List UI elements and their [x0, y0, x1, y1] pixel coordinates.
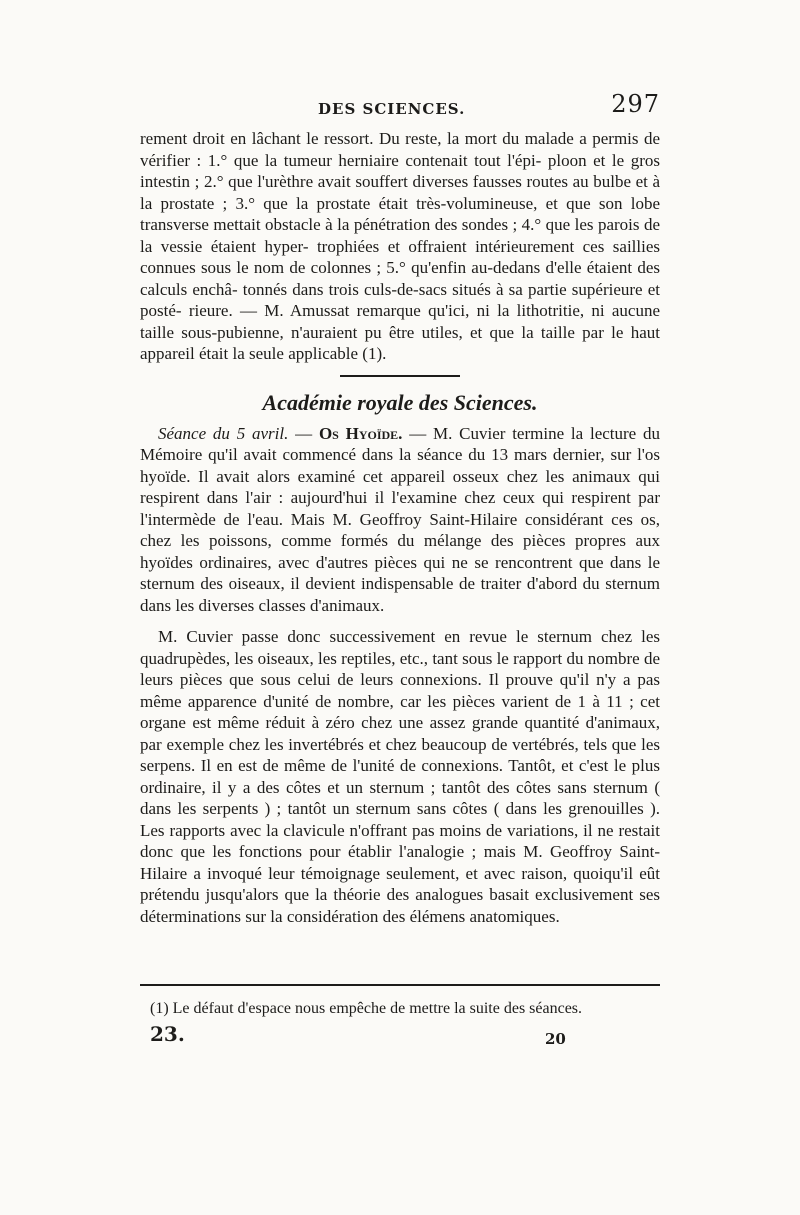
- text-line: pénétration des sondes ; 4.° que les parois de la vessie étaient hyper-: [140, 215, 660, 256]
- text-line: très-volumineuse, et que son lobe transverse mettait obstacle à la: [140, 193, 660, 234]
- section-title: Académie royale des Sciences.: [262, 389, 538, 415]
- signature-mark: 23.: [150, 1022, 185, 1046]
- text-line: rieure. — M. Amussat remarque qu'ici, ni la lithotritie, ni aucune: [188, 301, 661, 320]
- text-line: fausses routes au bulbe et à la prostate ; 3.° que la prostate était: [140, 172, 660, 213]
- sheet-number: 20: [545, 1030, 566, 1048]
- body-text: [140, 128, 660, 927]
- footnote-rule: [140, 984, 660, 986]
- text-line: tonnés dans trois culs-de-sacs situés à sa partie supérieure et posté-: [140, 279, 661, 320]
- paragraph-text: — M. Cuvier termine la lecture du Mémoire qu'il avait commencé dans la séance du 13 mars dernier, sur l'os hyoïde. Il avait alors examiné cet appareil osseux chez les animaux qui respirent dans l'air : aujourd'hui il l'examine chez ceux qui respirent par l'intermède de l'eau. Mais M. Geoffroy Saint-Hilaire considérant ces os, chez les poissons, comme formés du mélange des pièces propres aux hyoïdes ordinaires, avec d'autres pièces qui ne se rencontrent que dans le sternum des oiseaux, il devient indispensable de traiter d'abord du sternum dans les diverses classes d'animaux.: [140, 423, 660, 615]
- seance-date: Séance du 5 avril.: [158, 423, 289, 443]
- dash: —: [288, 423, 319, 443]
- running-title: DES SCIENCES.: [318, 100, 466, 118]
- text-line: de colonnes ; 5.° qu'enfin au-dedans d'elle étaient des calculs enchâ-: [140, 258, 660, 299]
- continuation-paragraph: [140, 128, 660, 365]
- footnote: (1) Le défaut d'espace nous empêche de mettre la suite des séances.: [150, 1000, 583, 1017]
- text-line: taille sous-pubienne, n'auraient pu être utiles, et que la taille par le: [140, 322, 624, 342]
- seance-paragraph: [140, 423, 660, 617]
- paragraph-gap: [140, 616, 660, 626]
- cuvier-paragraph: M. Cuvier passe donc successivement en revue le sternum chez les quadrupèdes, les oiseaux, les reptiles, etc., tant sous le rapport du nombre de leurs pièces que sous celui de leurs connexions. Il prouve qu'il n'y a pas même apparence d'unité de nombre, car les pièces varient de 1 à 11 ; cet organe est même réduit à zéro chez une assez grande quantité d'animaux, par exemple chez les invertébrés et chez beaucoup de vertébrés, tels que les serpens. Il en est de même de l'unité de connexions. Tantôt, et c'est le plus ordinaire, il y a des côtes et un sternum ; tantôt des côtes sans sternum ( dans les serpents ) ; tantôt un sternum sans côtes ( dans les grenouilles ). Les rapports avec la clavicule n'offrant pas moins de variations, il ne restait donc que les fonctions pour établir l'analogie ; mais M. Geoffroy Saint-Hilaire a invoqué leur témoignage seulement, et avec raison, quoiqu'il eût prétendu jusqu'alors que la théorie des analogues basait exclusivement ses déterminations sur la considération des élémens anatomiques.: [140, 627, 660, 926]
- page-number: 297: [611, 90, 660, 118]
- text-line: permis de vérifier : 1.° que la tumeur herniaire contenait tout l'épi-: [140, 129, 660, 170]
- subject-heading: Os Hyoïde.: [318, 423, 403, 443]
- text-line: rement droit en lâchant le ressort. Du reste, la mort du malade a: [140, 129, 587, 148]
- section-separator: [340, 375, 460, 377]
- text-line: haut appareil était la seule applicable (1).: [140, 322, 660, 363]
- text-line: ploon et le gros intestin ; 2.° que l'urèthre avait souffert diverses: [140, 150, 660, 191]
- text-line: trophiées et offraient intérieurement ces saillies connues sous le nom: [140, 236, 660, 277]
